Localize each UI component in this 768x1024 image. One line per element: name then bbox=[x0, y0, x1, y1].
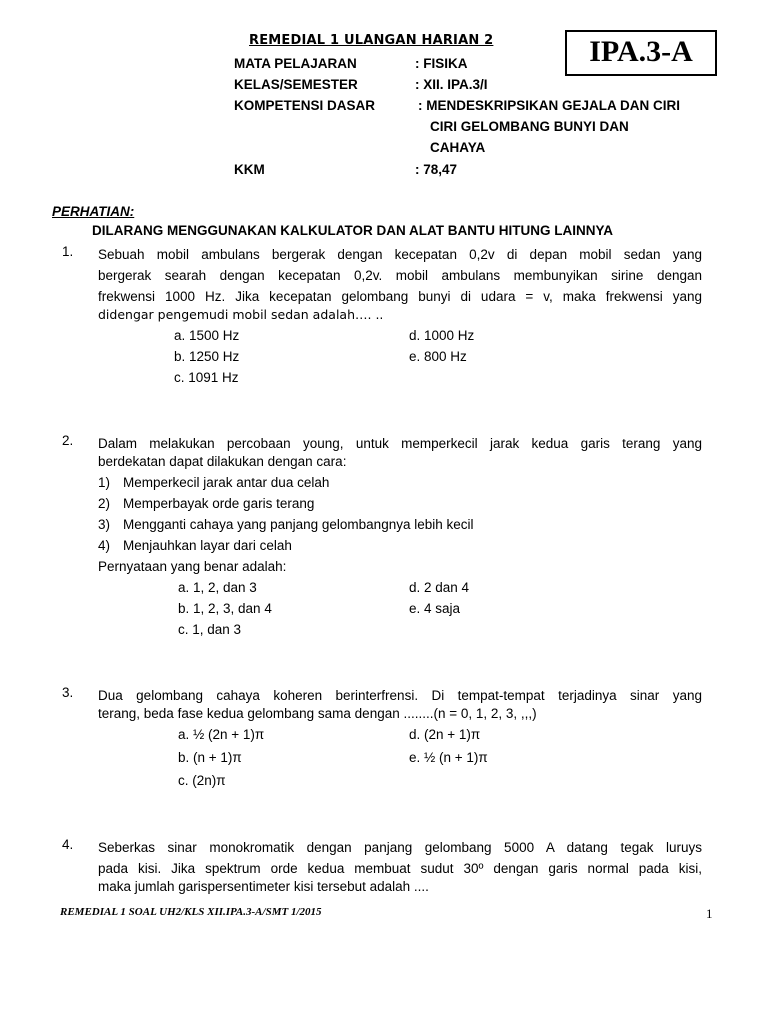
question-line: terang, beda fase kedua gelombang sama dengan ........(n = 0, 1, 2, 3, ,,,) bbox=[98, 706, 537, 721]
option-e: e. ½ (n + 1)π bbox=[409, 750, 488, 765]
option-d: d. 2 dan 4 bbox=[409, 580, 470, 595]
field-value-class: : XII. IPA.3/I bbox=[415, 77, 488, 92]
option-a: a. 1500 Hz bbox=[174, 328, 240, 343]
field-value-competency: : MENDESKRIPSIKAN GEJALA DAN CIRI bbox=[418, 98, 681, 113]
question-line: frekwensi 1000 Hz. Jika kecepatan gelombang bunyi di udara = v, maka frekwensi yang bbox=[98, 289, 702, 304]
statement-text: Pernyataan yang benar adalah: bbox=[98, 559, 287, 574]
class-badge: IPA.3-A bbox=[565, 30, 717, 76]
option-d: d. (2n + 1)π bbox=[409, 727, 481, 742]
question-line: Sebuah mobil ambulans bergerak dengan kecepatan 0,2v di depan mobil sedan yang bbox=[98, 247, 702, 262]
page-number: 1 bbox=[706, 906, 713, 921]
list-item: Memperbayak orde garis terang bbox=[123, 496, 315, 511]
question-line: berdekatan dapat dilakukan dengan cara: bbox=[98, 454, 347, 469]
option-c: c. 1091 Hz bbox=[174, 370, 239, 385]
field-value-competency-cont1: CIRI GELOMBANG BUNYI DAN bbox=[430, 119, 629, 134]
question-line: didengar pengemudi mobil sedan adalah…. .. bbox=[98, 307, 384, 322]
list-item-number: 1) bbox=[98, 475, 111, 490]
question-line: maka jumlah garispersentimeter kisi tersebut adalah .... bbox=[98, 879, 429, 894]
question-number: 1. bbox=[62, 244, 74, 259]
list-item: Memperkecil jarak antar dua celah bbox=[123, 475, 330, 490]
notice-text: DILARANG MENGGUNAKAN KALKULATOR DAN ALAT BANTU HITUNG LAINNYA bbox=[92, 223, 613, 238]
field-label-class: KELAS/SEMESTER bbox=[234, 77, 358, 92]
field-label-subject: MATA PELAJARAN bbox=[234, 56, 357, 71]
question-number: 3. bbox=[62, 685, 74, 700]
option-a: a. ½ (2n + 1)π bbox=[178, 727, 265, 742]
list-item-number: 2) bbox=[98, 496, 111, 511]
footer-text: REMEDIAL 1 SOAL UH2/KLS XII.IPA.3-A/SMT 1/2015 bbox=[60, 906, 322, 918]
option-a: a. 1, 2, dan 3 bbox=[178, 580, 257, 595]
field-label-kkm: KKM bbox=[234, 162, 265, 177]
field-value-subject: : FISIKA bbox=[415, 56, 468, 71]
list-item: Menjauhkan layar dari celah bbox=[123, 538, 292, 553]
option-c: c. 1, dan 3 bbox=[178, 622, 242, 637]
question-line: pada kisi. Jika spektrum orde kedua membuat sudut 30º dengan garis normal pada kisi, bbox=[98, 861, 702, 876]
notice-heading: PERHATIAN: bbox=[52, 204, 135, 219]
option-e: e. 4 saja bbox=[409, 601, 461, 616]
field-label-competency: KOMPETENSI DASAR bbox=[234, 98, 376, 113]
option-b: b. 1, 2, 3, dan 4 bbox=[178, 601, 272, 616]
list-item-number: 4) bbox=[98, 538, 111, 553]
page-title: REMEDIAL 1 ULANGAN HARIAN 2 bbox=[249, 33, 494, 48]
option-b: b. 1250 Hz bbox=[174, 349, 240, 364]
question-number: 4. bbox=[62, 837, 74, 852]
question-number: 2. bbox=[62, 433, 74, 448]
question-line: Seberkas sinar monokromatik dengan panjang gelombang 5000 A datang tegak luruys bbox=[98, 840, 702, 855]
option-c: c. (2n)π bbox=[178, 773, 226, 788]
option-e: e. 800 Hz bbox=[409, 349, 467, 364]
field-value-competency-cont2: CAHAYA bbox=[430, 140, 486, 155]
question-line: Dua gelombang cahaya koheren berinterfrensi. Di tempat-tempat terjadinya sinar yang bbox=[98, 688, 702, 703]
question-line: bergerak searah dengan kecepatan 0,2v. mobil ambulans membunyikan sirine dengan bbox=[98, 268, 702, 283]
list-item-number: 3) bbox=[98, 517, 111, 532]
question-line: Dalam melakukan percobaan young, untuk memperkecil jarak kedua garis terang yang bbox=[98, 436, 702, 451]
option-b: b. (n + 1)π bbox=[178, 750, 242, 765]
option-d: d. 1000 Hz bbox=[409, 328, 475, 343]
list-item: Mengganti cahaya yang panjang gelombangnya lebih kecil bbox=[123, 517, 474, 532]
field-value-kkm: : 78,47 bbox=[415, 162, 458, 177]
